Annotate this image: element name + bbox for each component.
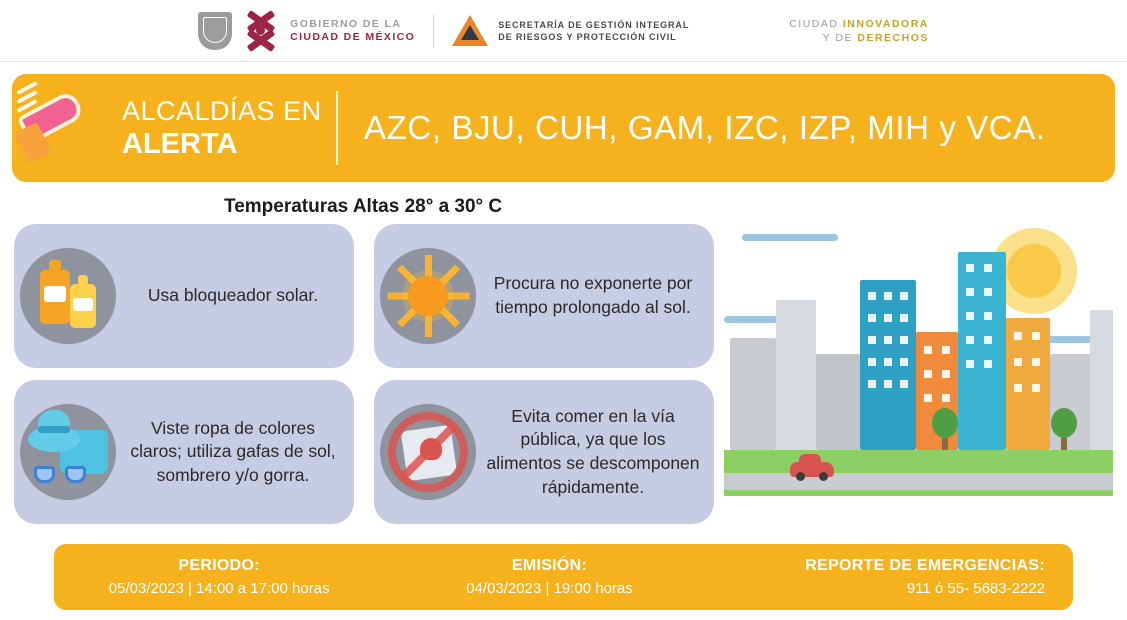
recommendations-grid (14, 224, 714, 524)
emission-value: 04/03/2023 | 19:00 horas (466, 579, 633, 597)
tree-trunk (1061, 436, 1067, 450)
tree-top (932, 408, 958, 438)
emergency-label: REPORTE DE EMERGENCIAS: (805, 556, 1045, 574)
tip-card (14, 380, 354, 524)
government-header-bar (0, 0, 1127, 62)
sun-exposure-icon (380, 248, 476, 344)
light-clothing-icon (20, 404, 116, 500)
tip-text: Usa bloqueador solar. (147, 285, 319, 306)
city-slogan (789, 17, 929, 45)
gov-name-line1: GOBIERNO DE LA (290, 17, 402, 30)
tip-text: Evita comer en la vía pública, ya que los alimentos se descomponen rápidamente. (486, 405, 700, 497)
alert-banner (12, 74, 1115, 182)
car-icon (790, 462, 834, 477)
cloud-line (742, 234, 838, 241)
city-slogan-line2: Y DE DERECHOS (822, 31, 929, 44)
main-content (0, 224, 1127, 524)
tip-text: Viste ropa de colores claros; utiliza gafas de sol, sombrero y/o gorra. (130, 417, 336, 485)
civil-protection-icon (452, 15, 488, 46)
city-slogan-line1: CIUDAD INNOVADORA (789, 17, 929, 30)
building (860, 280, 916, 450)
building (730, 338, 776, 450)
tip-card (14, 224, 354, 368)
footer-emergency (715, 554, 1073, 601)
tip-card (374, 380, 714, 524)
gov-name (290, 18, 415, 44)
building (776, 300, 816, 450)
tip-text: Procura no exponerte por tiempo prolongado al sol. (493, 273, 693, 317)
alert-borough-codes: AZC, BJU, CUH, GAM, IZC, IZP, MIH y VCA. (364, 109, 1046, 146)
agency-name (498, 19, 689, 43)
cdmx-logo-icon (241, 11, 281, 51)
period-label: PERIODO: (178, 556, 260, 574)
tree-top (1051, 408, 1077, 438)
gov-logo-group (198, 11, 415, 51)
national-shield-icon (198, 12, 232, 50)
sunscreen-icon (20, 248, 116, 344)
megaphone-icon (10, 80, 106, 176)
building (1090, 310, 1113, 450)
building (1006, 318, 1050, 450)
agency-name-line2: DE RIESGOS Y PROTECCIÓN CIVIL (498, 31, 677, 42)
alert-title-line2: ALERTA (122, 127, 238, 160)
header-divider (433, 14, 434, 48)
no-street-food-icon (380, 404, 476, 500)
footer-bar (54, 544, 1073, 610)
footer-period (54, 554, 384, 601)
emission-label: EMISIÓN: (511, 556, 588, 574)
period-value: 05/03/2023 | 14:00 a 17:00 horas (108, 579, 330, 597)
gov-name-line2: CIUDAD DE MÉXICO (290, 30, 416, 43)
alert-title-line1: ALCALDÍAS EN (122, 95, 322, 126)
footer-emission (384, 554, 714, 601)
city-illustration (724, 224, 1113, 524)
building (816, 354, 860, 450)
tip-card (374, 224, 714, 368)
tree-trunk (942, 436, 948, 450)
emergency-value: 911 ó 55- 5683-2222 (906, 579, 1045, 597)
agency-name-line1: SECRETARÍA DE GESTIÓN INTEGRAL (498, 19, 690, 30)
slogan-strong: INNOVADORA (842, 17, 929, 30)
sun-icon (1007, 244, 1061, 298)
temperature-title: Temperaturas Altas 28° a 30° C (224, 196, 503, 217)
alert-banner-divider (336, 91, 338, 165)
alert-title-group (122, 96, 332, 161)
building (958, 252, 1006, 450)
road (724, 473, 1113, 490)
